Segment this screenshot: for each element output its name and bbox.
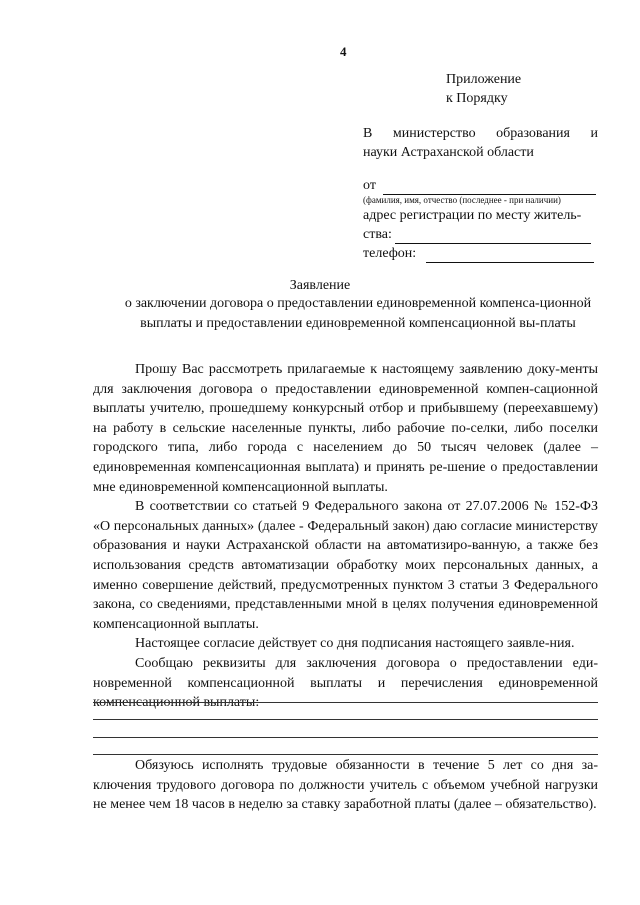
name-note: (фамилия, имя, отчество (последнее - при наличии)	[363, 195, 561, 205]
request-paragraph: Прошу Вас рассмотреть прилагаемые к настоящему заявлению доку-менты для заключения договора о предоставлении единовременной компен-сационной выплаты учителю, прошедшему конкурсный отбор и прибывшему (переехавшему) на работу в сельские населенные пункты, либо рабочие по-селки, либо поселки городского типа, либо города с населением до 50 тысяч человек (далее – единовременная компенсационная выплата) и принять ре-шение о предоставлении мне единовременной компенсационной выплаты.	[93, 362, 598, 495]
statement-body	[93, 360, 598, 713]
bank-details-line-2[interactable]	[93, 719, 598, 720]
bank-details-line-1[interactable]	[93, 702, 598, 703]
phone-label: телефон:	[363, 246, 417, 261]
bank-details-line-4[interactable]	[93, 754, 598, 755]
phone-field-row	[363, 244, 598, 263]
from-label: от	[363, 178, 376, 193]
recipient-word-education: образования	[496, 126, 570, 141]
consent-validity-paragraph: Настоящее согласие действует со дня подписания настоящего заявле-ния.	[135, 636, 575, 652]
obligation-paragraph: Обязуюсь исполнять трудовые обязанности в течение 5 лет со дня за-ключения трудового договора по должности учитель с объемом учебной нагрузки не менее чем 18 часов в неделю за ставку заработной платы (далее – обязательство).	[93, 758, 598, 813]
address-field-row	[363, 225, 598, 244]
annex-line-1: Приложение	[446, 72, 522, 87]
consent-paragraph: В соответствии со статьей 9 Федерального закона от 27.07.2006 № 152-ФЗ «О персональных данных» (далее - Федеральный закон) даю согласие министерству образования и науки Астраханской области на автоматизиро-ванную, а также без использования средств автоматизации обработку моих персональных данных, а именно совершение действий, предусмотренных пунктом 3 статьи 3 Федерального закона, со сведениями, представленными мной в целях получения единовременной компенсационной выплаты.	[93, 499, 598, 632]
recipient-word-ministry: министерство	[392, 126, 476, 141]
bank-details-paragraph: Сообщаю реквизиты для заключения договора о предоставлении еди-новременной компенсационной выплаты и перечисления единовременной компенсационной выплаты:	[93, 655, 598, 711]
annex-label	[446, 70, 521, 108]
recipient-word-and: и	[590, 126, 598, 141]
page-number: 4	[340, 44, 347, 59]
recipient-prefix: В	[363, 126, 373, 141]
address-label-line-1: адрес регистрации по месту житель-	[363, 208, 582, 223]
recipient-line-2: науки Астраханской области	[363, 145, 534, 160]
bank-details-line-3[interactable]	[93, 737, 598, 738]
address-field[interactable]	[395, 229, 591, 244]
recipient-block	[363, 124, 598, 162]
document-title: Заявление	[289, 278, 351, 293]
annex-line-2: к Порядку	[446, 91, 508, 106]
sender-block	[363, 176, 598, 263]
obligation-body	[93, 756, 598, 815]
document-subtitle: о заключении договора о предоставлении единовременной компенса-ционной выплаты и предоставлении единовременной компенсационной вы-платы	[124, 296, 592, 331]
from-field-row	[363, 176, 598, 195]
address-label-line-2: ства:	[363, 227, 392, 242]
from-name-field[interactable]	[383, 180, 596, 195]
phone-field[interactable]	[426, 248, 594, 263]
